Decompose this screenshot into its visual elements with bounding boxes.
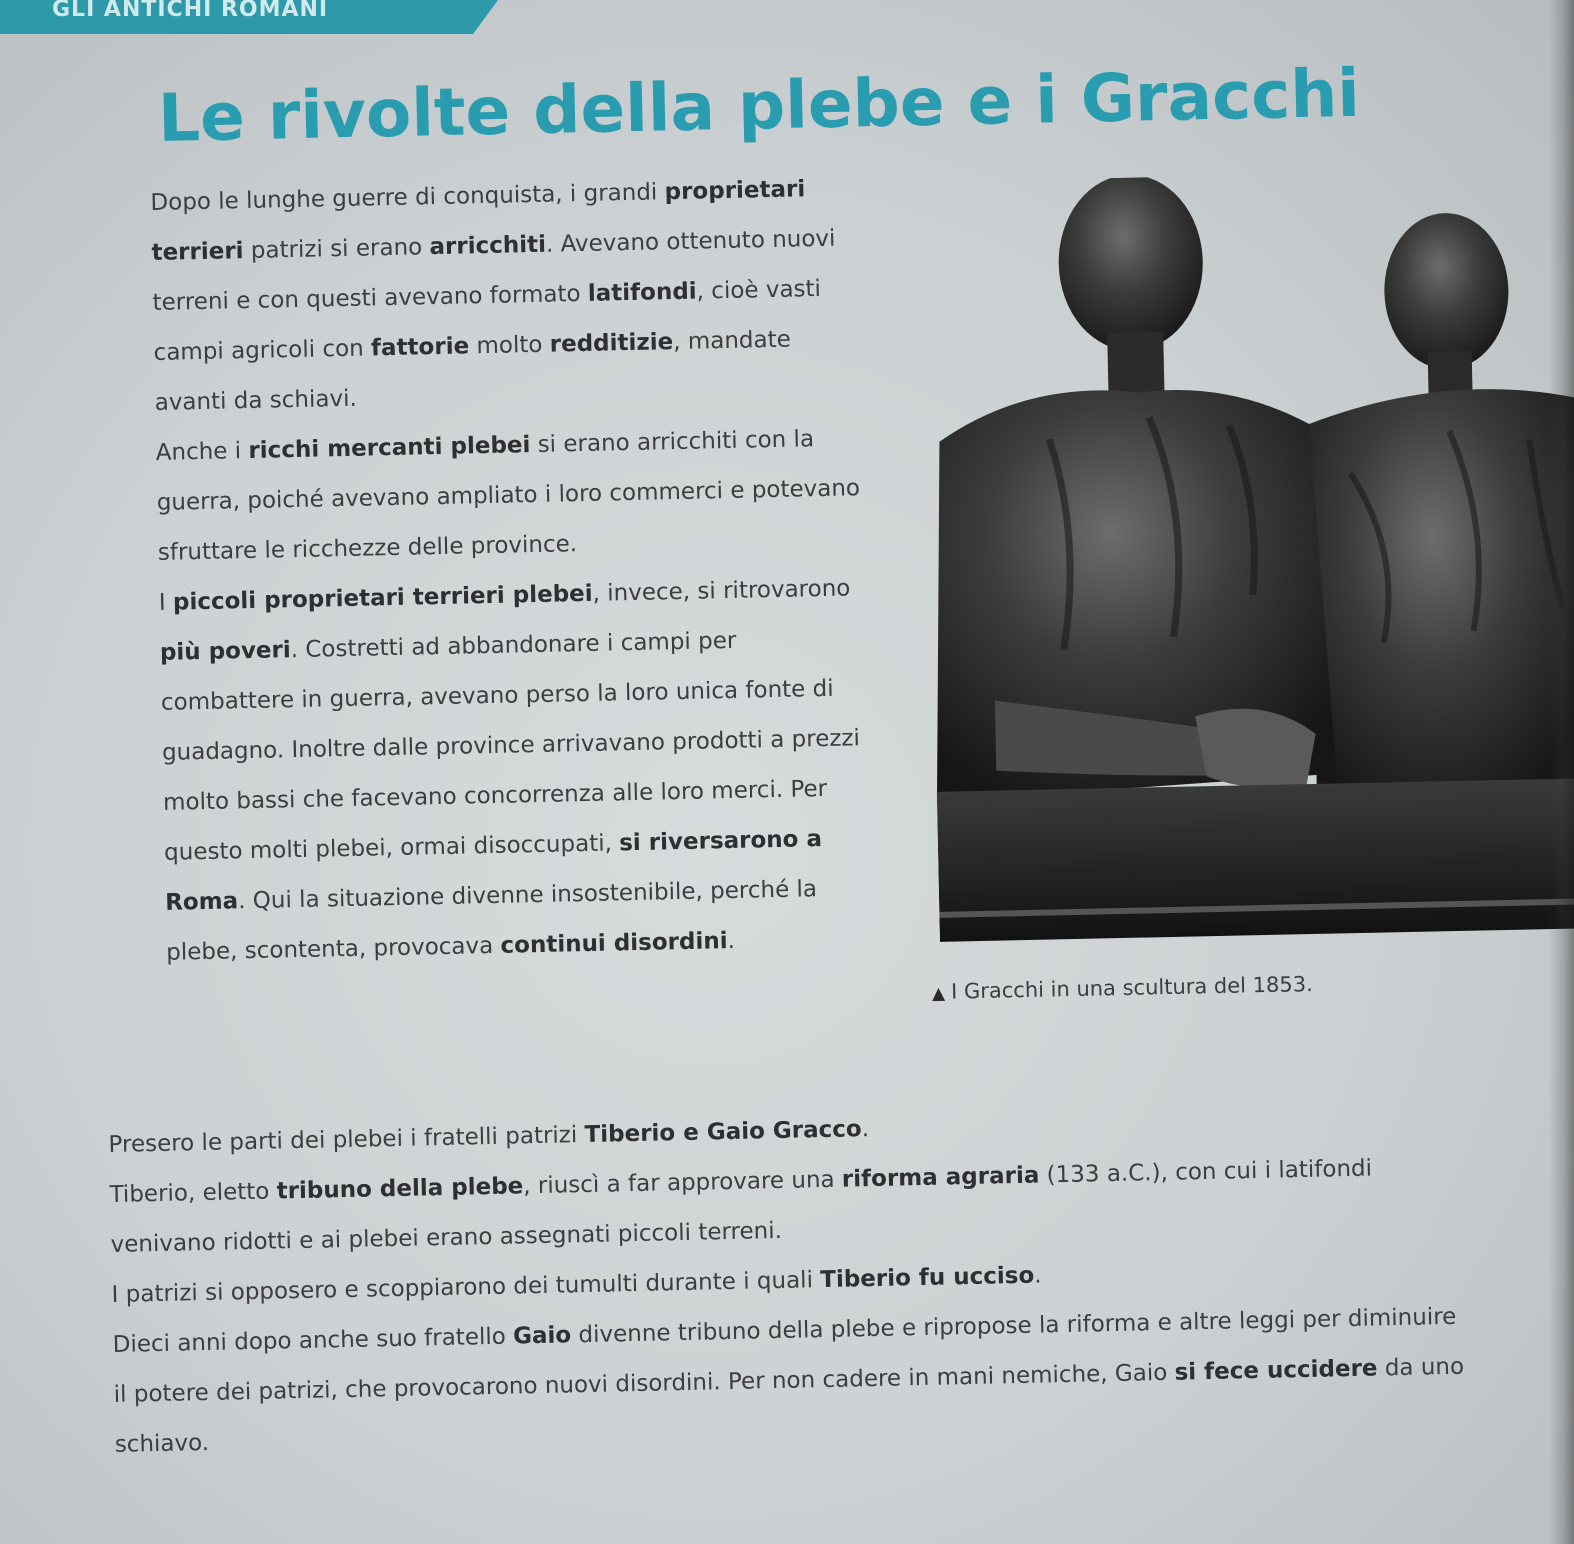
text-run: Dieci anni dopo anche suo fratello	[112, 1323, 514, 1358]
text-run: . Costretti ad abbandonare i campi per combattere in guerra, avevano perso la loro unica fonte di guadagno. Inoltre dalle province arrivavano prodotti a prezzi molto bassi che facevano concorrenza alle loro merci. Per questo molti plebei, ormai disoccupati,	[160, 627, 868, 866]
figure-caption	[932, 972, 1313, 1004]
bold-term: redditizie	[549, 329, 674, 358]
text-run: Presero le parti dei plebei i fratelli patrizi	[108, 1122, 585, 1158]
page-edge-shadow	[1548, 0, 1574, 1544]
column-text	[150, 163, 877, 978]
text-run: .	[727, 927, 736, 955]
paragraph	[112, 1291, 1475, 1469]
text-run: Dopo le lunghe guerre di conquista, i grandi	[150, 179, 665, 216]
bold-term: Tiberio e Gaio Gracco	[584, 1116, 862, 1149]
bold-term: fattorie	[370, 333, 470, 362]
gracchi-sculpture-photo	[924, 168, 1574, 961]
text-run: divenne tribuno della plebe e ripropose la riforma e altre leggi per diminuire il potere dei patrizi, che provocarono nuovi disordini. Per non cadere in mani nemiche, Gaio	[113, 1303, 1464, 1408]
text-run: . Qui la situazione divenne insostenibile, perché la plebe, scontenta, provocava	[165, 876, 825, 966]
bold-term: Gaio	[512, 1322, 572, 1350]
text-run: , cioè vasti campi agricoli con	[153, 275, 829, 366]
text-run: si erano arricchiti con la guerra, poiché avevano ampliato i loro commerci e potevano sfruttare le ricchezze delle province.	[156, 426, 868, 566]
bold-term: tribuno della plebe	[276, 1173, 524, 1205]
text-run: , mandate avanti da schiavi.	[154, 326, 799, 416]
text-run: . Avevano ottenuto nuovi terreni e con questi avevano formato	[152, 225, 843, 316]
text-run: , invece, si ritrovarono	[592, 575, 858, 607]
text-run: , riuscì a far approvare una	[522, 1166, 843, 1200]
bold-term: proprietari terrieri	[151, 176, 814, 266]
bold-term: latifondi	[587, 278, 697, 307]
bold-term: si fece uccidere	[1174, 1355, 1378, 1386]
bold-term: continui disordini	[500, 928, 728, 959]
bold-term: Tiberio fu ucciso	[819, 1262, 1035, 1294]
paragraph	[155, 413, 868, 578]
caption-triangle-icon: ▲	[931, 983, 946, 1004]
text-run: molto	[468, 331, 551, 360]
text-run: patrizi si erano	[243, 234, 430, 265]
text-run: I patrizi si opposero e scoppiarono dei tumulti durante i quali	[111, 1267, 821, 1308]
section-label: GLI ANTICHI ROMANI	[52, 0, 329, 20]
text-run: Anche i	[155, 438, 249, 466]
paragraph	[158, 563, 876, 978]
paragraph	[150, 163, 865, 428]
bold-term: si riversarono a Roma	[164, 825, 831, 916]
text-run: (133 a.C.), con cui i latifondi venivano ridotti e ai plebei erano assegnati piccoli terreni.	[110, 1155, 1380, 1258]
text-run: da uno schiavo.	[114, 1353, 1472, 1458]
bold-term: ricchi mercanti plebei	[248, 432, 531, 464]
bold-term: arricchiti	[429, 231, 547, 261]
caption-text: I Gracchi in una scultura del 1853.	[950, 972, 1314, 1004]
text-run: I	[158, 589, 174, 616]
page-title: Le rivolte della plebe e i Gracchi	[157, 54, 1361, 157]
text-run: .	[861, 1116, 870, 1143]
text-run: Tiberio, eletto	[109, 1178, 277, 1208]
bold-term: riforma agraria	[841, 1162, 1040, 1193]
full-width-text	[108, 1092, 1475, 1470]
bold-term: più poveri	[159, 637, 292, 666]
text-run: .	[1034, 1262, 1042, 1289]
bold-term: piccoli proprietari terrieri plebei	[172, 580, 593, 616]
